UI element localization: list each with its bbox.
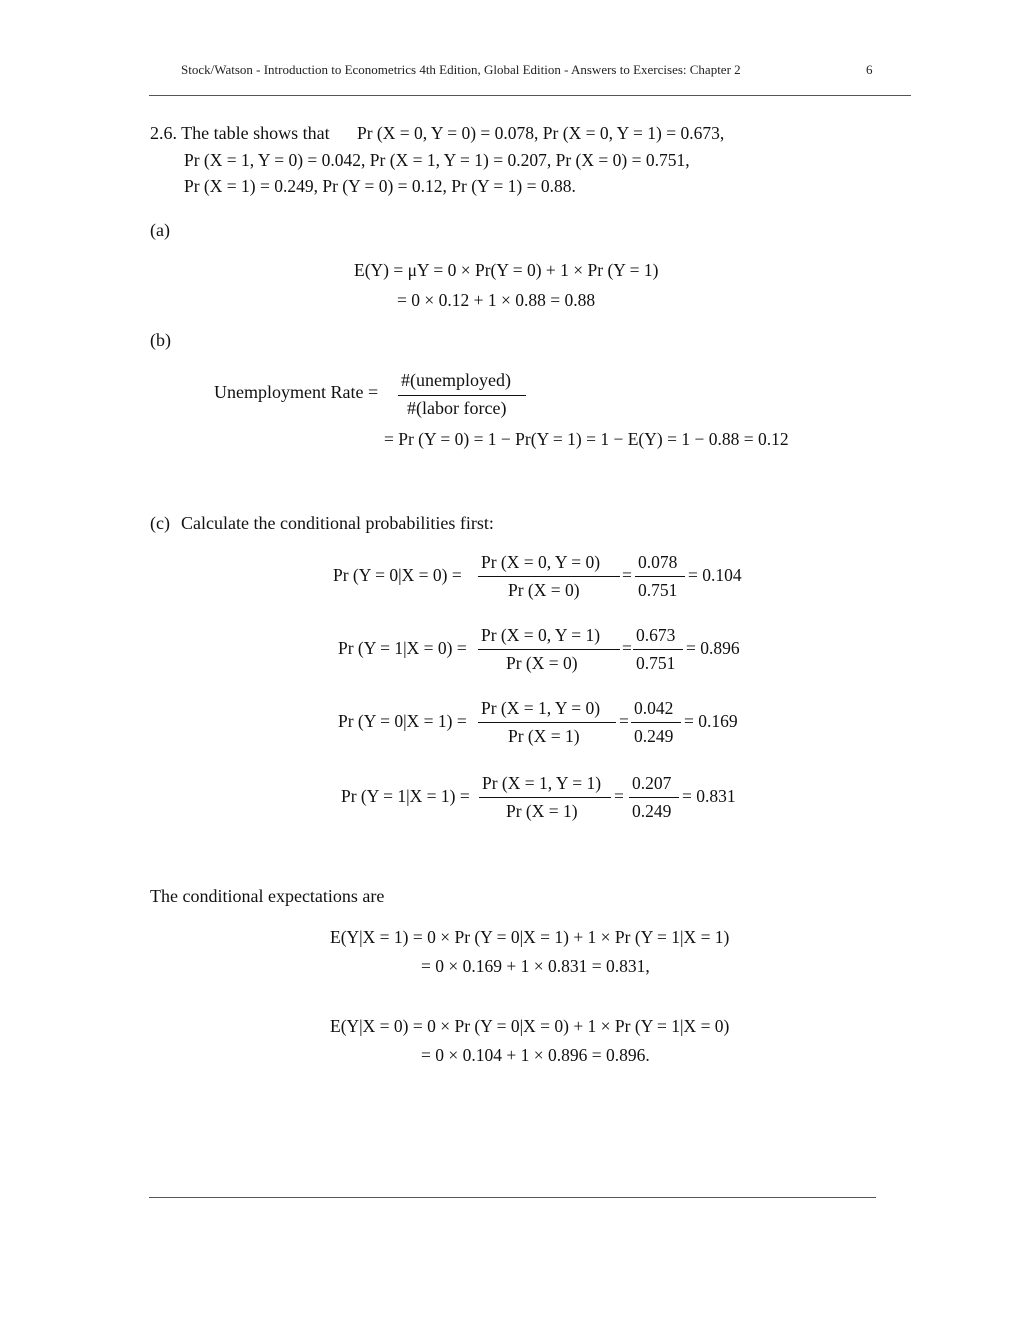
cond-prob-1-den-value: 0.751 — [638, 580, 678, 600]
cond-prob-1-num-value: 0.078 — [638, 552, 678, 572]
cond-prob-2-lhs: Pr (Y = 1|X = 0) = — [338, 638, 467, 658]
cond-prob-1-equals: = — [622, 565, 632, 585]
cond-prob-3-denominator: Pr (X = 1) — [508, 726, 580, 746]
part-c-label: (c) — [150, 513, 170, 533]
page-number: 6 — [866, 62, 873, 77]
cond-prob-4-numerator: Pr (X = 1, Y = 1) — [482, 773, 602, 793]
cond-prob-4-lhs: Pr (Y = 1|X = 1) = — [341, 786, 470, 806]
cond-expectation-1-line-2: = 0 × 0.169 + 1 × 0.831 = 0.831, — [421, 956, 650, 976]
part-a-equation-line-2: = 0 × 0.12 + 1 × 0.88 = 0.88 — [397, 290, 596, 310]
part-a-equation-line-1: E(Y) = μY = 0 × Pr(Y = 0) + 1 × Pr (Y = 1) — [354, 260, 659, 280]
cond-prob-2-num-value: 0.673 — [636, 625, 676, 645]
cond-prob-3-fraction-bar — [478, 722, 616, 723]
given-line-3: Pr (X = 1) = 0.249, Pr (Y = 0) = 0.12, Pr (Y = 1) = 0.88. — [184, 176, 576, 196]
unemployment-rate-lhs: Unemployment Rate = — [214, 382, 379, 402]
cond-prob-2-equals: = — [622, 638, 632, 658]
cond-expectation-2-line-2: = 0 × 0.104 + 1 × 0.896 = 0.896. — [421, 1045, 650, 1065]
footer-rule — [149, 1197, 876, 1198]
header-rule — [149, 95, 911, 96]
problem-intro: 2.6. The table shows that — [150, 123, 330, 143]
cond-prob-3-result: = 0.169 — [684, 711, 738, 731]
part-b-equation-line-2: = Pr (Y = 0) = 1 − Pr(Y = 1) = 1 − E(Y) = 1 − 0.88 = 0.12 — [384, 429, 789, 449]
part-b-label: (b) — [150, 330, 171, 350]
cond-prob-3-num-value: 0.042 — [634, 698, 674, 718]
cond-prob-1-value-bar — [635, 576, 685, 577]
cond-prob-4-denominator: Pr (X = 1) — [506, 801, 578, 821]
cond-prob-1-numerator: Pr (X = 0, Y = 0) — [481, 552, 601, 572]
conditional-expectations-intro: The conditional expectations are — [150, 886, 385, 906]
cond-prob-3-numerator: Pr (X = 1, Y = 0) — [481, 698, 601, 718]
cond-prob-1-denominator: Pr (X = 0) — [508, 580, 580, 600]
cond-expectation-2-line-1: E(Y|X = 0) = 0 × Pr (Y = 0|X = 0) + 1 × Pr (Y = 1|X = 0) — [330, 1016, 730, 1036]
part-a-label: (a) — [150, 220, 170, 240]
cond-prob-1-fraction-bar — [478, 576, 620, 577]
unemployment-fraction-numerator: #(unemployed) — [401, 370, 511, 390]
cond-prob-1-result: = 0.104 — [688, 565, 742, 585]
cond-prob-4-result: = 0.831 — [682, 786, 736, 806]
cond-prob-2-denominator: Pr (X = 0) — [506, 653, 578, 673]
unemployment-fraction-bar — [398, 395, 526, 396]
unemployment-fraction-denominator: #(labor force) — [407, 398, 507, 418]
cond-prob-2-numerator: Pr (X = 0, Y = 1) — [481, 625, 601, 645]
running-header-title: Stock/Watson - Introduction to Econometrics 4th Edition, Global Edition - Answers to Exercises: Chapter 2 — [181, 62, 741, 77]
cond-prob-3-den-value: 0.249 — [634, 726, 674, 746]
cond-prob-2-result: = 0.896 — [686, 638, 740, 658]
given-line-1: Pr (X = 0, Y = 0) = 0.078, Pr (X = 0, Y = 1) = 0.673, — [357, 123, 725, 143]
cond-prob-2-value-bar — [633, 649, 683, 650]
cond-prob-4-fraction-bar — [479, 797, 611, 798]
cond-prob-4-den-value: 0.249 — [632, 801, 672, 821]
cond-prob-3-equals: = — [619, 711, 629, 731]
cond-prob-2-den-value: 0.751 — [636, 653, 676, 673]
cond-prob-3-lhs: Pr (Y = 0|X = 1) = — [338, 711, 467, 731]
cond-prob-4-value-bar — [629, 797, 679, 798]
cond-prob-4-equals: = — [614, 786, 624, 806]
cond-prob-1-lhs: Pr (Y = 0|X = 0) = — [333, 565, 462, 585]
cond-expectation-1-line-1: E(Y|X = 1) = 0 × Pr (Y = 0|X = 1) + 1 × Pr (Y = 1|X = 1) — [330, 927, 730, 947]
given-line-2: Pr (X = 1, Y = 0) = 0.042, Pr (X = 1, Y = 1) = 0.207, Pr (X = 0) = 0.751, — [184, 150, 690, 170]
cond-prob-3-value-bar — [631, 722, 681, 723]
cond-prob-2-fraction-bar — [478, 649, 620, 650]
cond-prob-4-num-value: 0.207 — [632, 773, 672, 793]
part-c-text: Calculate the conditional probabilities first: — [181, 513, 494, 533]
